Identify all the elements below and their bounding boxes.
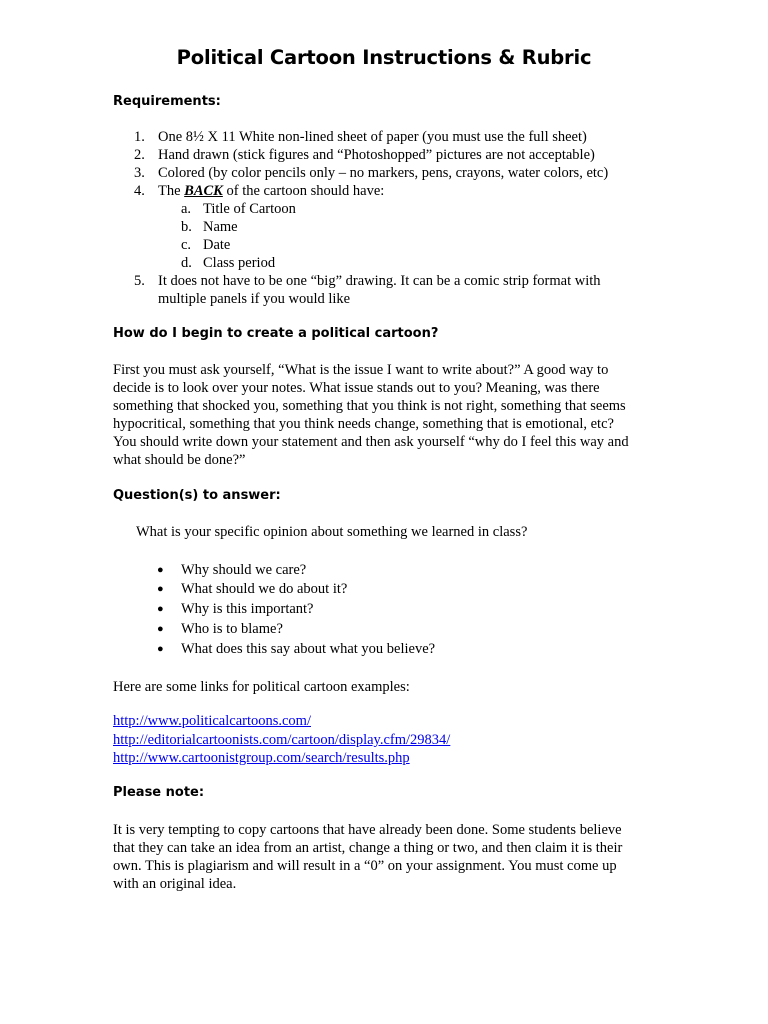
requirements-heading: Requirements: — [113, 94, 221, 109]
link-cartoonistgroup[interactable]: http://www.cartoonistgroup.com/search/results.php — [113, 750, 410, 766]
page-title: Political Cartoon Instructions & Rubric — [176, 46, 592, 69]
bullet-icon: ● — [157, 643, 164, 655]
note-paragraph: It is very tempting to copy cartoons that have already been done. Some students believe that they can take an idea from an artist, change a thing or two, and then claim it is their own. This is plagiarism and will result in a “0” on your assignment. You must come up with an original idea. — [113, 822, 623, 892]
links-intro: Here are some links for political cartoon examples: — [113, 679, 410, 695]
link-politicalcartoons[interactable]: http://www.politicalcartoons.com/ — [113, 713, 311, 729]
begin-heading: How do I begin to create a political cartoon? — [113, 326, 439, 341]
back-emphasis: BACK — [184, 183, 223, 199]
note-heading: Please note: — [113, 785, 205, 800]
begin-paragraph: First you must ask yourself, “What is the issue I want to write about?” A good way to decide is to look over your notes. What issue stands out to you? Meaning, was there something that shocked you, something that you think is not right, something that seems hypocritical, something that you think needs change, something that is emotional, etc? You should write down your statement and then ask yourself “why do I feel this way and what should be done?” — [113, 362, 629, 468]
link-editorialcartoonists[interactable]: http://editorialcartoonists.com/cartoon/display.cfm/29834/ — [113, 732, 451, 748]
questions-heading: Question(s) to answer: — [113, 488, 281, 503]
bullet-icon: ● — [157, 583, 164, 595]
questions-prompt: What is your specific opinion about something we learned in class? — [136, 524, 528, 540]
bullet-icon: ● — [157, 603, 164, 615]
document-page: Political Cartoon Instructions & Rubric Requirements: 1. One 8½ X 11 White non-lined sheet of paper (you must use the full sheet) 2. Hand drawn (stick figures and “Photoshopped” pictures are not acceptable) 3. Colored (by color pencils only – no markers, pens, crayons, water colors, etc) 4. The BACK of the cartoon should have: a. Title of Cartoon b. Name c. Date d. Class period 5. It does not have to be one “big” drawing. It can be a comic strip format with multiple panels if you would like How do I begin to create a political cartoon? First you must ask yourself, “What is the issue I want to write about?” A good way to decide is to look over your notes. What issue stands out to you? Meaning, was there something that shocked you, something that you think is not right, something that seems hypocritical, something that you think needs change, something that is emotional, etc? You should write down your statement and then ask yourself “why do I feel this way and what should be done?” Question(s) to answer: What is your specific opinion about something we learned in class? ● Why should we care? ● What should we do about it? ● Why is this important? ● Who is to blame? ● What does this say about what you believe? Here are some links for political cartoon examples: http://www.politicalcartoons.com/ http://editorialcartoonists.com/cartoon/display.cfm/29834/ http://www.cartoonistgroup.com/search/results.php Please note: It is very tempting to copy cartoons that have already been done. Some students believe that they can take an idea from an artist, change a thing or two, and then claim it is their own. This is plagiarism and will result in a “0” on your assignment. You must come up with an original idea. — [0, 0, 768, 1024]
bullet-icon: ● — [157, 564, 164, 576]
bullet-icon: ● — [157, 623, 164, 635]
